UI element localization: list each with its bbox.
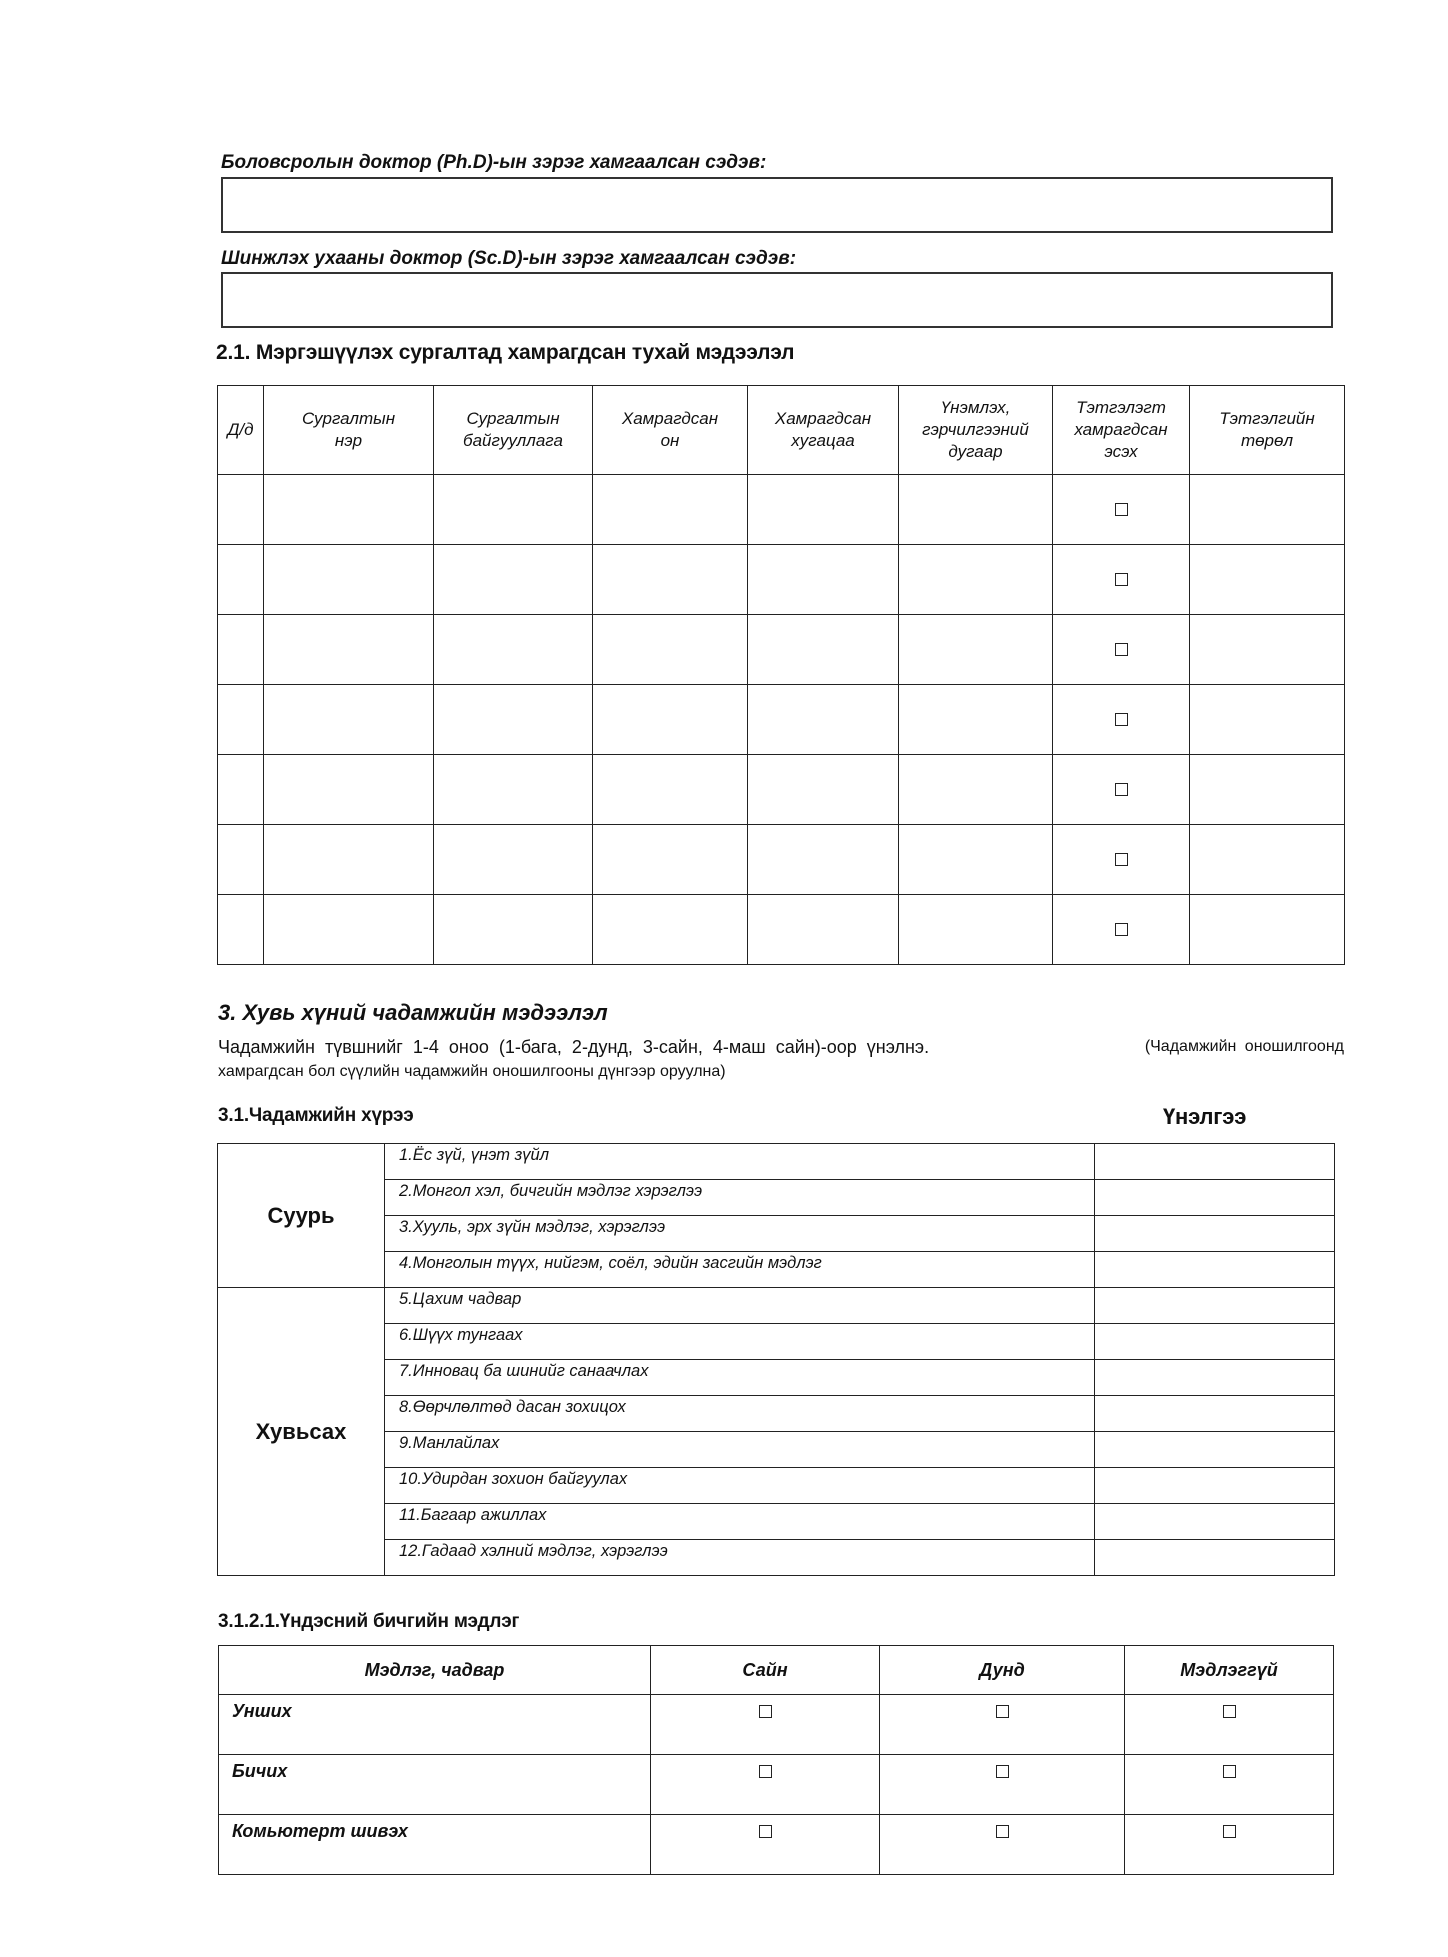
cell-year[interactable] xyxy=(593,685,748,755)
cell-scholarship-type[interactable] xyxy=(1190,475,1345,545)
col-header-none: Мэдлэггүй xyxy=(1125,1646,1334,1695)
table-row xyxy=(218,475,1345,545)
rating-cell[interactable] xyxy=(1095,1540,1335,1576)
table-row xyxy=(218,1252,1335,1288)
description-line1-note: (Чадамжийн оношилгоонд xyxy=(1144,1038,1344,1055)
competency-item: 1.Ёс зүй, үнэт зүйл xyxy=(385,1144,1095,1180)
cell-none xyxy=(1125,1815,1334,1875)
scd-topic-field[interactable] xyxy=(221,272,1333,328)
cell-year[interactable] xyxy=(593,545,748,615)
rating-header: Үнэлгээ xyxy=(1163,1104,1247,1129)
scd-topic-label: Шинжлэх ухааны доктор (Sc.D)-ын зэрэг хамгаалсан сэдэв: xyxy=(221,248,797,269)
cell-index[interactable] xyxy=(218,615,264,685)
cell-certificate-number[interactable] xyxy=(899,895,1053,965)
table-row xyxy=(218,685,1345,755)
cell-certificate-number[interactable] xyxy=(899,615,1053,685)
table-row xyxy=(218,615,1345,685)
rating-cell[interactable] xyxy=(1095,1468,1335,1504)
table-row xyxy=(218,895,1345,965)
group-basic: Суурь xyxy=(218,1144,385,1288)
table-row xyxy=(218,1324,1335,1360)
col-header-duration: Хамрагдсан хугацаа xyxy=(748,386,899,475)
competency-item: 12.Гадаад хэлний мэдлэг, хэрэглээ xyxy=(385,1540,1095,1576)
none-checkbox[interactable] xyxy=(1223,1825,1236,1838)
cell-training-name[interactable] xyxy=(264,615,434,685)
rating-cell[interactable] xyxy=(1095,1252,1335,1288)
col-header-year: Хамрагдсан он xyxy=(593,386,748,475)
cell-organization[interactable] xyxy=(434,755,593,825)
col-header-skill: Мэдлэг, чадвар xyxy=(219,1646,651,1695)
competency-item: 3.Хууль, эрх зүйн мэдлэг, хэрэглээ xyxy=(385,1216,1095,1252)
good-checkbox[interactable] xyxy=(759,1765,772,1778)
cell-organization[interactable] xyxy=(434,895,593,965)
phd-topic-field[interactable] xyxy=(221,177,1333,233)
training-table-header xyxy=(218,386,1345,475)
cell-scholarship xyxy=(1053,545,1190,615)
cell-certificate-number[interactable] xyxy=(899,685,1053,755)
scholarship-checkbox[interactable] xyxy=(1115,923,1128,936)
scholarship-checkbox[interactable] xyxy=(1115,573,1128,586)
rating-cell[interactable] xyxy=(1095,1504,1335,1540)
cell-duration[interactable] xyxy=(748,475,899,545)
cell-medium xyxy=(880,1815,1125,1875)
competency-description xyxy=(218,1034,1344,1084)
good-checkbox[interactable] xyxy=(759,1825,772,1838)
none-checkbox[interactable] xyxy=(1223,1765,1236,1778)
table-row xyxy=(218,1216,1335,1252)
competency-item: 11.Багаар ажиллах xyxy=(385,1504,1095,1540)
cell-scholarship-type[interactable] xyxy=(1190,545,1345,615)
cell-scholarship-type[interactable] xyxy=(1190,615,1345,685)
competency-item: 2.Монгол хэл, бичгийн мэдлэг хэрэглээ xyxy=(385,1180,1095,1216)
competency-item: 5.Цахим чадвар xyxy=(385,1288,1095,1324)
col-header-scholarship: Тэтгэлэгт хамрагдсан эсэх xyxy=(1053,386,1190,475)
col-header-training-name: Сургалтын нэр xyxy=(264,386,434,475)
cell-scholarship-type[interactable] xyxy=(1190,755,1345,825)
cell-index[interactable] xyxy=(218,755,264,825)
cell-medium xyxy=(880,1755,1125,1815)
table-row xyxy=(219,1815,1334,1875)
table-row xyxy=(219,1695,1334,1755)
group-variable: Хувьсах xyxy=(218,1288,385,1576)
cell-scholarship-type[interactable] xyxy=(1190,685,1345,755)
skill-label: Унших xyxy=(219,1695,651,1755)
table-row xyxy=(218,545,1345,615)
cell-year[interactable] xyxy=(593,825,748,895)
cell-index[interactable] xyxy=(218,475,264,545)
medium-checkbox[interactable] xyxy=(996,1705,1009,1718)
cell-duration[interactable] xyxy=(748,825,899,895)
cell-scholarship-type[interactable] xyxy=(1190,825,1345,895)
table-row xyxy=(218,1432,1335,1468)
cell-good xyxy=(651,1695,880,1755)
cell-duration[interactable] xyxy=(748,895,899,965)
none-checkbox[interactable] xyxy=(1223,1705,1236,1718)
cell-training-name[interactable] xyxy=(264,825,434,895)
competency-item: 6.Шүүх тунгаах xyxy=(385,1324,1095,1360)
phd-topic-label: Боловсролын доктор (Ph.D)-ын зэрэг хамгаалсан сэдэв: xyxy=(221,152,767,173)
cell-scholarship xyxy=(1053,685,1190,755)
cell-index[interactable] xyxy=(218,895,264,965)
script-skill-table xyxy=(218,1645,1334,1875)
table-row xyxy=(218,1360,1335,1396)
cell-year[interactable] xyxy=(593,755,748,825)
cell-certificate-number[interactable] xyxy=(899,825,1053,895)
rating-cell[interactable] xyxy=(1095,1324,1335,1360)
cell-duration[interactable] xyxy=(748,545,899,615)
col-header-organization: Сургалтын байгууллага xyxy=(434,386,593,475)
table-row xyxy=(218,825,1345,895)
cell-training-name[interactable] xyxy=(264,755,434,825)
table-row xyxy=(219,1755,1334,1815)
cell-none xyxy=(1125,1695,1334,1755)
cell-year[interactable] xyxy=(593,615,748,685)
cell-medium xyxy=(880,1695,1125,1755)
rating-cell[interactable] xyxy=(1095,1288,1335,1324)
cell-training-name[interactable] xyxy=(264,895,434,965)
table-row xyxy=(218,1468,1335,1504)
scholarship-checkbox[interactable] xyxy=(1115,853,1128,866)
skill-label: Бичих xyxy=(219,1755,651,1815)
cell-scholarship-type[interactable] xyxy=(1190,895,1345,965)
cell-none xyxy=(1125,1755,1334,1815)
medium-checkbox[interactable] xyxy=(996,1825,1009,1838)
cell-organization[interactable] xyxy=(434,615,593,685)
script-section-title: 3.1.2.1.Үндэсний бичгийн мэдлэг xyxy=(218,1611,520,1632)
cell-organization[interactable] xyxy=(434,475,593,545)
cell-duration[interactable] xyxy=(748,615,899,685)
description-line2: хамрагдсан бол сүүлийн чадамжийн оношилгооны дүнгээр оруулна) xyxy=(218,1063,726,1080)
competency-item: 10.Удирдан зохион байгуулах xyxy=(385,1468,1095,1504)
cell-year[interactable] xyxy=(593,475,748,545)
scholarship-checkbox[interactable] xyxy=(1115,713,1128,726)
col-header-certificate-number: Үнэмлэх, гэрчилгээний дугаар xyxy=(899,386,1053,475)
framework-title: 3.1.Чадамжийн хүрээ xyxy=(218,1105,414,1126)
competency-table xyxy=(217,1143,1335,1576)
script-table-header xyxy=(219,1646,1334,1695)
rating-cell[interactable] xyxy=(1095,1180,1335,1216)
cell-scholarship xyxy=(1053,895,1190,965)
rating-cell[interactable] xyxy=(1095,1432,1335,1468)
cell-training-name[interactable] xyxy=(264,545,434,615)
cell-organization[interactable] xyxy=(434,545,593,615)
cell-year[interactable] xyxy=(593,895,748,965)
table-row xyxy=(218,1540,1335,1576)
training-section-title: 2.1. Мэргэшүүлэх сургалтад хамрагдсан тухай мэдээлэл xyxy=(216,341,795,364)
rating-cell[interactable] xyxy=(1095,1396,1335,1432)
cell-duration[interactable] xyxy=(748,685,899,755)
cell-organization[interactable] xyxy=(434,825,593,895)
table-row xyxy=(218,1180,1335,1216)
rating-cell[interactable] xyxy=(1095,1360,1335,1396)
col-header-index: Д/д xyxy=(218,386,264,475)
scholarship-checkbox[interactable] xyxy=(1115,503,1128,516)
cell-scholarship xyxy=(1053,825,1190,895)
competency-item: 7.Инновац ба шинийг санаачлах xyxy=(385,1360,1095,1396)
rating-cell[interactable] xyxy=(1095,1216,1335,1252)
table-row xyxy=(218,1288,1335,1324)
skill-label: Комьютерт шивэх xyxy=(219,1815,651,1875)
table-row xyxy=(218,755,1345,825)
competency-section-title: 3. Хувь хүний чадамжийн мэдээлэл xyxy=(218,1000,608,1025)
cell-training-name[interactable] xyxy=(264,475,434,545)
cell-good xyxy=(651,1755,880,1815)
cell-index[interactable] xyxy=(218,685,264,755)
cell-scholarship xyxy=(1053,475,1190,545)
cell-scholarship xyxy=(1053,755,1190,825)
competency-item: 9.Манлайлах xyxy=(385,1432,1095,1468)
cell-certificate-number[interactable] xyxy=(899,755,1053,825)
competency-item: 4.Монголын түүх, нийгэм, соёл, эдийн засгийн мэдлэг xyxy=(385,1252,1095,1288)
medium-checkbox[interactable] xyxy=(996,1765,1009,1778)
competency-item: 8.Өөрчлөлтөд дасан зохицох xyxy=(385,1396,1095,1432)
table-row xyxy=(218,1504,1335,1540)
cell-index[interactable] xyxy=(218,545,264,615)
scholarship-checkbox[interactable] xyxy=(1115,643,1128,656)
col-header-medium: Дунд xyxy=(880,1646,1125,1695)
training-table xyxy=(217,385,1345,965)
cell-scholarship xyxy=(1053,615,1190,685)
col-header-good: Сайн xyxy=(651,1646,880,1695)
rating-cell[interactable] xyxy=(1095,1144,1335,1180)
good-checkbox[interactable] xyxy=(759,1705,772,1718)
cell-index[interactable] xyxy=(218,825,264,895)
table-row xyxy=(218,1396,1335,1432)
cell-good xyxy=(651,1815,880,1875)
cell-organization[interactable] xyxy=(434,685,593,755)
col-header-scholarship-type: Тэтгэлгийн төрөл xyxy=(1190,386,1345,475)
cell-training-name[interactable] xyxy=(264,685,434,755)
description-line1: Чадамжийн түвшнийг 1-4 оноо (1-бага, 2-дунд, 3-сайн, 4-маш сайн)-оор үнэлнэ. xyxy=(218,1037,930,1057)
cell-duration[interactable] xyxy=(748,755,899,825)
cell-certificate-number[interactable] xyxy=(899,475,1053,545)
table-row xyxy=(218,1144,1335,1180)
scholarship-checkbox[interactable] xyxy=(1115,783,1128,796)
cell-certificate-number[interactable] xyxy=(899,545,1053,615)
